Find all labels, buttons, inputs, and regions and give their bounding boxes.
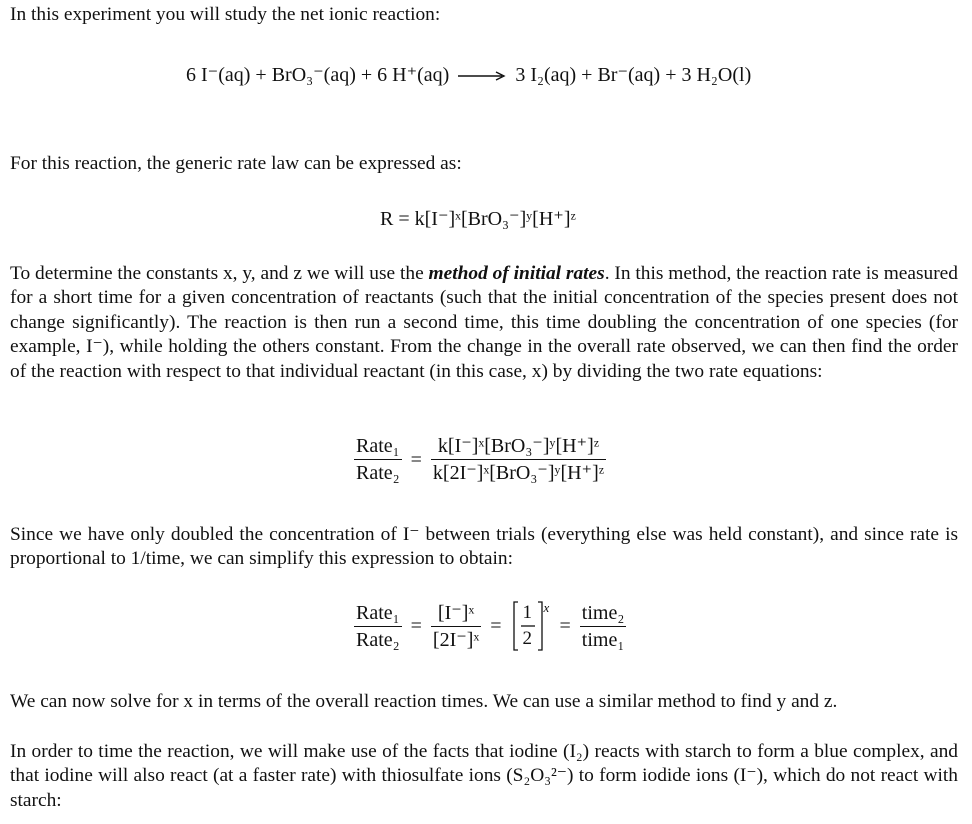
equals-sign: = bbox=[490, 615, 502, 637]
simplified-middle: $\frac{\text{[I⁻]ˣ}}{\text{[2I⁻]ˣ}}$ bbox=[432, 601, 480, 651]
solve-paragraph: We can now solve for x in terms of the overall reaction times. We can use a similar method to find y and z. bbox=[10, 691, 838, 712]
method-emphasis: method of initial rates bbox=[428, 263, 605, 284]
intro-text: In this experiment you will study the net ionic reaction: bbox=[10, 4, 441, 25]
equals-sign: = bbox=[410, 615, 422, 637]
timing-paragraph: In order to time the reaction, we will make use of the facts that iodine (I₂) reacts with starch to form a blue complex, and that iodine will also react (at a faster rate) with thiosulfate ions (S₂O₃²⁻) to form iodide ions (I⁻), which do not react with starch: bbox=[10, 741, 958, 811]
rate-ratio-rhs: $\frac{\text{k[I⁻]ˣ[BrO₃⁻]ʸ[H⁺]ᶻ}}{\text{k[2I⁻]ˣ[BrO₃⁻]ʸ[H⁺]ᶻ}}$ bbox=[432, 435, 605, 484]
generic-rate-law: R = k[I⁻]ˣ[BrO₃⁻]ʸ[H⁺]ᶻ bbox=[380, 208, 576, 230]
exponent-x: x bbox=[543, 600, 550, 615]
net-ionic-reaction bbox=[186, 63, 751, 87]
simplify-paragraph: Since we have only doubled the concentration of I⁻ between trials (everything else was held constant), and since rate is proportional to 1/time, we can simplify this expression to obtain: bbox=[10, 524, 958, 570]
time-ratio: $\frac{\text{time₂}}{\text{time₁}}$ bbox=[581, 601, 625, 651]
reaction-arrow-icon bbox=[454, 69, 510, 83]
method-paragraph: To determine the constants x, y, and z we will use the method of initial rates. In this method, the reaction rate is measured for a short time for a given concentration of reactants (such that the initial concentration of the species present does not change significantly). The reaction is then run a second time, this time doubling the concentration of one species (for example, I⁻), while holding the others constant. From the change in the overall rate observed, we can then find the order of the reaction with respect to that individual reactant (in this case, x) by dividing the two rate equations: bbox=[10, 263, 958, 382]
reaction-reactants: 6 I⁻(aq) + BrO₃⁻(aq) + 6 H⁺(aq) bbox=[186, 64, 450, 86]
rate-law-intro: For this reaction, the generic rate law can be expressed as: bbox=[10, 153, 462, 174]
reaction-products: 3 I₂(aq) + Br⁻(aq) + 3 H₂O(l) bbox=[515, 64, 752, 86]
half-power-bracket: 1 2 x bbox=[511, 600, 545, 652]
rate-ratio-equation bbox=[354, 434, 606, 485]
simplified-equation bbox=[354, 600, 626, 652]
simplified-lhs: $\frac{\text{Rate₁}}{\text{Rate₂}}$ bbox=[356, 601, 400, 651]
equals-sign: = bbox=[410, 448, 422, 471]
equals-sign: = bbox=[559, 615, 571, 637]
rate-ratio-lhs: $\frac{\text{Rate₁}}{\text{Rate₂}}$ bbox=[356, 435, 400, 484]
